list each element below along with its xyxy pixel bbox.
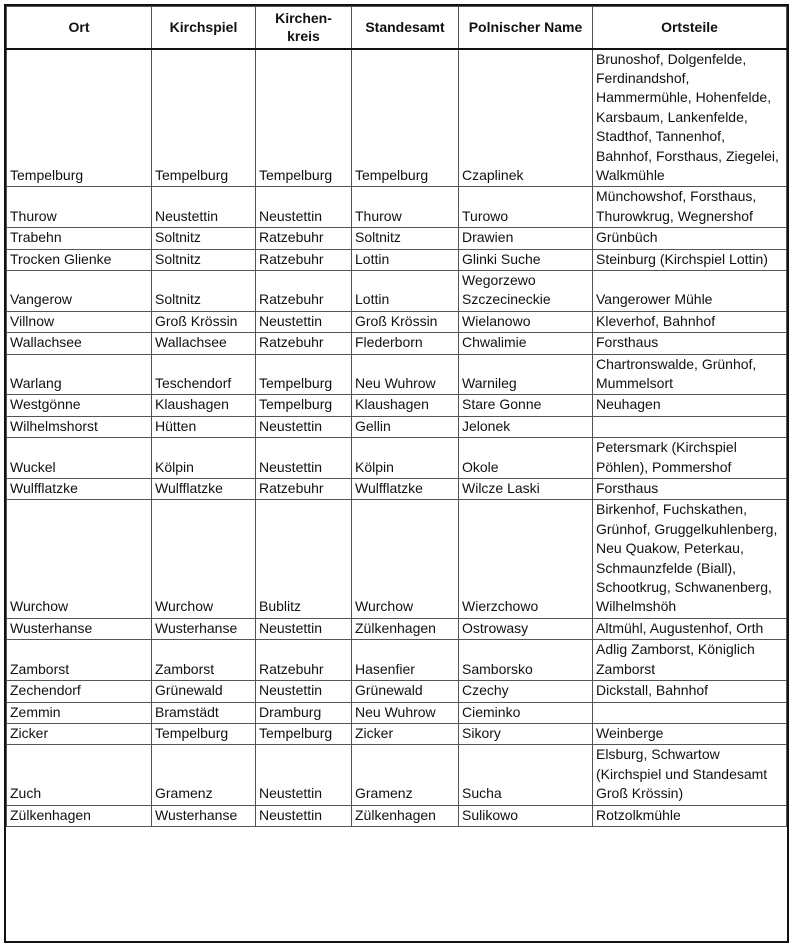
cell-ort: Villnow — [7, 311, 152, 332]
cell-polnisch: Wierzchowo — [459, 500, 593, 618]
cell-kirchspiel: Grünewald — [152, 681, 256, 702]
table-row — [7, 745, 787, 805]
cell-kirchspiel: Soltnitz — [152, 228, 256, 249]
cell-kirchspiel: Zamborst — [152, 640, 256, 681]
table-row — [7, 438, 787, 479]
table-row — [7, 640, 787, 681]
cell-kirchspiel: Kölpin — [152, 438, 256, 479]
cell-ortsteile: Neuhagen — [593, 395, 787, 416]
cell-polnisch: Chwalimie — [459, 333, 593, 354]
cell-ort: Zamborst — [7, 640, 152, 681]
cell-polnisch: Turowo — [459, 187, 593, 228]
cell-kirchenkreis: Neustettin — [256, 311, 352, 332]
cell-ort: Tempelburg — [7, 49, 152, 187]
cell-polnisch: Warnileg — [459, 354, 593, 395]
cell-standesamt: Tempelburg — [352, 49, 459, 187]
cell-kirchspiel: Klaushagen — [152, 395, 256, 416]
cell-standesamt: Groß Krössin — [352, 311, 459, 332]
cell-standesamt: Zicker — [352, 723, 459, 744]
cell-polnisch: Sucha — [459, 745, 593, 805]
table-row — [7, 187, 787, 228]
cell-polnisch: Ostrowasy — [459, 618, 593, 639]
cell-polnisch: Drawien — [459, 228, 593, 249]
table-row — [7, 416, 787, 437]
cell-standesamt: Grünewald — [352, 681, 459, 702]
cell-ort: Zemmin — [7, 702, 152, 723]
cell-polnisch: Okole — [459, 438, 593, 479]
cell-ortsteile: Adlig Zamborst, Königlich Zamborst — [593, 640, 787, 681]
cell-ortsteile: Chartronswalde, Grünhof, Mummelsort — [593, 354, 787, 395]
table-row — [7, 49, 787, 187]
table-row — [7, 618, 787, 639]
cell-kirchspiel: Gramenz — [152, 745, 256, 805]
cell-ort: Wuckel — [7, 438, 152, 479]
cell-kirchenkreis: Ratzebuhr — [256, 228, 352, 249]
cell-kirchenkreis: Neustettin — [256, 745, 352, 805]
cell-kirchenkreis: Tempelburg — [256, 723, 352, 744]
cell-ort: Trabehn — [7, 228, 152, 249]
cell-kirchenkreis: Neustettin — [256, 618, 352, 639]
cell-kirchenkreis: Neustettin — [256, 187, 352, 228]
table-row — [7, 500, 787, 618]
cell-kirchspiel: Soltnitz — [152, 270, 256, 311]
cell-ort: Zuch — [7, 745, 152, 805]
cell-standesamt: Zülkenhagen — [352, 618, 459, 639]
cell-polnisch: Czechy — [459, 681, 593, 702]
table-row — [7, 805, 787, 826]
cell-ort: Zechendorf — [7, 681, 152, 702]
cell-standesamt: Gramenz — [352, 745, 459, 805]
cell-ortsteile: Dickstall, Bahnhof — [593, 681, 787, 702]
cell-ortsteile: Steinburg (Kirchspiel Lottin) — [593, 249, 787, 270]
cell-kirchspiel: Soltnitz — [152, 249, 256, 270]
cell-kirchspiel: Hütten — [152, 416, 256, 437]
cell-ortsteile: Brunoshof, Dolgenfelde, Ferdinandshof, Hammermühle, Hohenfelde, Karsbaum, Lankenfelde, Stadthof, Tannenhof, Bahnhof, Forsthaus, Ziegelei, Walkmühle — [593, 49, 787, 187]
cell-ortsteile — [593, 416, 787, 437]
col-header-kirchspiel: Kirchspiel — [152, 7, 256, 49]
table-row — [7, 681, 787, 702]
cell-kirchenkreis: Neustettin — [256, 805, 352, 826]
cell-kirchenkreis: Tempelburg — [256, 49, 352, 187]
cell-standesamt: Lottin — [352, 249, 459, 270]
cell-standesamt: Zülkenhagen — [352, 805, 459, 826]
cell-ort: Wilhelmshorst — [7, 416, 152, 437]
cell-kirchspiel: Bramstädt — [152, 702, 256, 723]
col-header-ortsteile: Ortsteile — [593, 7, 787, 49]
cell-ortsteile: Forsthaus — [593, 479, 787, 500]
cell-polnisch: Sikory — [459, 723, 593, 744]
cell-standesamt: Lottin — [352, 270, 459, 311]
cell-ort: Vangerow — [7, 270, 152, 311]
table-row — [7, 354, 787, 395]
table-row — [7, 333, 787, 354]
table-row — [7, 311, 787, 332]
cell-kirchspiel: Tempelburg — [152, 49, 256, 187]
col-header-polnischer-name: Polnischer Name — [459, 7, 593, 49]
table-row — [7, 270, 787, 311]
cell-standesamt: Gellin — [352, 416, 459, 437]
cell-ort: Wulfflatzke — [7, 479, 152, 500]
cell-kirchenkreis: Bublitz — [256, 500, 352, 618]
cell-kirchspiel: Neustettin — [152, 187, 256, 228]
cell-ortsteile: Rotzolkmühle — [593, 805, 787, 826]
cell-ortsteile — [593, 702, 787, 723]
cell-standesamt: Thurow — [352, 187, 459, 228]
cell-polnisch: Wielanowo — [459, 311, 593, 332]
cell-polnisch: Wilcze Laski — [459, 479, 593, 500]
cell-ortsteile: Grünbüch — [593, 228, 787, 249]
cell-kirchspiel: Wusterhanse — [152, 618, 256, 639]
cell-ortsteile: Weinberge — [593, 723, 787, 744]
cell-kirchenkreis: Neustettin — [256, 681, 352, 702]
cell-standesamt: Kölpin — [352, 438, 459, 479]
cell-kirchenkreis: Ratzebuhr — [256, 270, 352, 311]
cell-standesamt: Hasenfier — [352, 640, 459, 681]
cell-polnisch: Glinki Suche — [459, 249, 593, 270]
cell-polnisch: Samborsko — [459, 640, 593, 681]
cell-polnisch: Jelonek — [459, 416, 593, 437]
cell-standesamt: Wurchow — [352, 500, 459, 618]
cell-ortsteile: Forsthaus — [593, 333, 787, 354]
cell-standesamt: Neu Wuhrow — [352, 354, 459, 395]
table-row — [7, 479, 787, 500]
cell-ort: Warlang — [7, 354, 152, 395]
table-row — [7, 249, 787, 270]
cell-kirchspiel: Wulfflatzke — [152, 479, 256, 500]
cell-standesamt: Wulfflatzke — [352, 479, 459, 500]
cell-ortsteile: Petersmark (Kirchspiel Pöhlen), Pommershof — [593, 438, 787, 479]
col-header-ort: Ort — [7, 7, 152, 49]
table-row — [7, 395, 787, 416]
cell-kirchenkreis: Tempelburg — [256, 354, 352, 395]
cell-polnisch: Cieminko — [459, 702, 593, 723]
cell-ort: Trocken Glienke — [7, 249, 152, 270]
cell-ort: Zicker — [7, 723, 152, 744]
cell-kirchenkreis: Tempelburg — [256, 395, 352, 416]
cell-kirchenkreis: Ratzebuhr — [256, 249, 352, 270]
cell-polnisch: Czaplinek — [459, 49, 593, 187]
cell-standesamt: Klaushagen — [352, 395, 459, 416]
cell-ortsteile: Altmühl, Augustenhof, Orth — [593, 618, 787, 639]
cell-ortsteile: Elsburg, Schwartow (Kirchspiel und Standesamt Groß Krössin) — [593, 745, 787, 805]
cell-ort: Thurow — [7, 187, 152, 228]
cell-kirchenkreis: Ratzebuhr — [256, 479, 352, 500]
header-row — [7, 7, 787, 49]
cell-ort: Zülkenhagen — [7, 805, 152, 826]
cell-kirchspiel: Tempelburg — [152, 723, 256, 744]
cell-polnisch: Sulikowo — [459, 805, 593, 826]
cell-kirchenkreis: Dramburg — [256, 702, 352, 723]
places-table — [6, 6, 787, 827]
cell-polnisch: Stare Gonne — [459, 395, 593, 416]
cell-polnisch: Wegorzewo Szczecineckie — [459, 270, 593, 311]
col-header-standesamt: Standesamt — [352, 7, 459, 49]
cell-kirchspiel: Groß Krössin — [152, 311, 256, 332]
cell-ortsteile: Münchowshof, Forsthaus, Thurowkrug, Wegnershof — [593, 187, 787, 228]
table-row — [7, 723, 787, 744]
cell-ort: Wusterhanse — [7, 618, 152, 639]
cell-kirchspiel: Wurchow — [152, 500, 256, 618]
table-row — [7, 702, 787, 723]
cell-kirchspiel: Teschendorf — [152, 354, 256, 395]
cell-kirchenkreis: Ratzebuhr — [256, 333, 352, 354]
cell-ort: Wallachsee — [7, 333, 152, 354]
cell-ort: Wurchow — [7, 500, 152, 618]
table-row — [7, 228, 787, 249]
cell-kirchenkreis: Neustettin — [256, 438, 352, 479]
cell-kirchenkreis: Ratzebuhr — [256, 640, 352, 681]
cell-ortsteile: Kleverhof, Bahnhof — [593, 311, 787, 332]
cell-standesamt: Flederborn — [352, 333, 459, 354]
cell-ortsteile: Birkenhof, Fuchskathen, Grünhof, Gruggelkuhlenberg, Neu Quakow, Peterkau, Schmaunzfelde (Biall), Schootkrug, Schwanenberg, Wilhelmshöh — [593, 500, 787, 618]
cell-standesamt: Soltnitz — [352, 228, 459, 249]
places-table-sheet — [4, 4, 789, 943]
cell-ort: Westgönne — [7, 395, 152, 416]
cell-kirchspiel: Wallachsee — [152, 333, 256, 354]
cell-ortsteile: Vangerower Mühle — [593, 270, 787, 311]
cell-kirchenkreis: Neustettin — [256, 416, 352, 437]
cell-kirchspiel: Wusterhanse — [152, 805, 256, 826]
col-header-kirchenkreis: Kirchen- kreis — [256, 7, 352, 49]
cell-standesamt: Neu Wuhrow — [352, 702, 459, 723]
